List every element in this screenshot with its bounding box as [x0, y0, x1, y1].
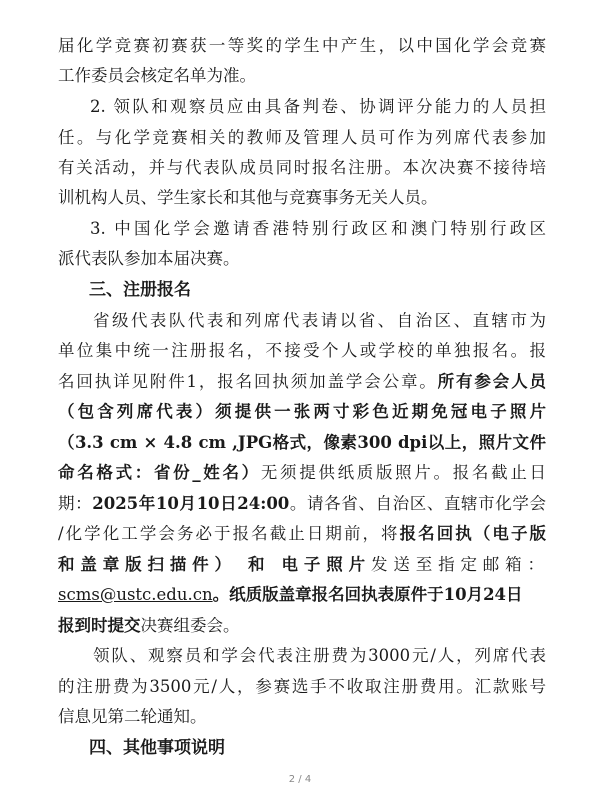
- bold-text-run: 报到时提交: [58, 616, 141, 635]
- paragraph-line: [58, 463, 546, 483]
- paragraph-line: 的注册费为3500元/人，参赛选手不收取注册费用。汇款账号: [58, 677, 546, 696]
- paragraph-line: [58, 555, 546, 575]
- bold-text-run: 电子照片: [281, 555, 371, 574]
- paragraph-line: [58, 372, 546, 392]
- paragraph-line: 届化学竞赛初赛获一等奖的学生中产生，以中国化学会竞赛: [58, 36, 546, 55]
- text-run: 无须提供纸质版照片。报名截止日: [260, 463, 547, 482]
- paragraph-line: 有关活动，并与代表队成员同时报名注册。本次决赛不接待培: [58, 158, 546, 177]
- email-text: scms@ustc.edu.cn: [58, 585, 213, 604]
- bold-text-run: 。纸质版盖章报名回执表原件于10月24日: [212, 585, 523, 604]
- text-run: 名回执详见附件1，报名回执须加盖学会公章。: [58, 372, 438, 391]
- bold-text-run: 命名格式：省份_姓名）: [58, 463, 261, 482]
- paragraph-line: 派代表队参加本届决赛。: [58, 249, 240, 268]
- paragraph-line: 工作委员会核定名单为准。: [58, 66, 256, 85]
- paragraph-line: [58, 585, 546, 605]
- paragraph-line: 训机构人员、学生家长和其他与竞赛事务无关人员。: [58, 188, 438, 207]
- bold-text-run: 所有参会人员: [437, 372, 546, 391]
- bold-text-run: 和盖章版扫描件）: [58, 555, 237, 574]
- bold-text-run: 和: [248, 555, 271, 574]
- paragraph-line: 单位集中统一注册报名，不接受个人或学校的单独报名。报: [58, 341, 546, 360]
- section-heading: 四、其他事项说明: [89, 738, 225, 758]
- text-run: 。请各省、自治区、直辖市化学会: [289, 494, 547, 513]
- deadline-text: 2025年10月10日24:00: [92, 494, 290, 513]
- paragraph-line: [58, 524, 546, 544]
- paragraph-line: [58, 494, 546, 514]
- paragraph-line: 任。与化学竞赛相关的教师及管理人员可作为列席代表参加: [58, 128, 546, 147]
- paragraph-line: （3.3 cm × 4.8 cm ,JPG格式，像素300 dpi以上，照片文件: [58, 433, 546, 452]
- paragraph-line: 2. 领队和观察员应由具备判卷、协调评分能力的人员担: [90, 97, 546, 116]
- text-run: 决赛组委会。: [140, 616, 240, 635]
- text-run: 期：: [58, 494, 93, 513]
- text-run: 发送至指定邮箱：: [370, 555, 547, 574]
- bold-text-run: 报名回执（电子版: [399, 524, 547, 543]
- paragraph-line: 领队、观察员和学会代表注册费为3000元/人，列席代表: [93, 646, 546, 665]
- paragraph-line: （包含列席代表）须提供一张两寸彩色近期免冠电子照片: [58, 402, 546, 421]
- text-run: /化学化工学会务必于报名截止日期前，将: [58, 524, 400, 543]
- paragraph-line: 省级代表队代表和列席代表请以省、自治区、直辖市为: [93, 311, 546, 330]
- paragraph-line: 信息见第二轮通知。: [58, 707, 207, 726]
- paragraph-line: [58, 616, 546, 636]
- page-number: 2 / 4: [288, 774, 312, 785]
- paragraph-line: 3. 中国化学会邀请香港特别行政区和澳门特别行政区: [90, 219, 546, 238]
- section-heading: 三、注册报名: [89, 280, 191, 300]
